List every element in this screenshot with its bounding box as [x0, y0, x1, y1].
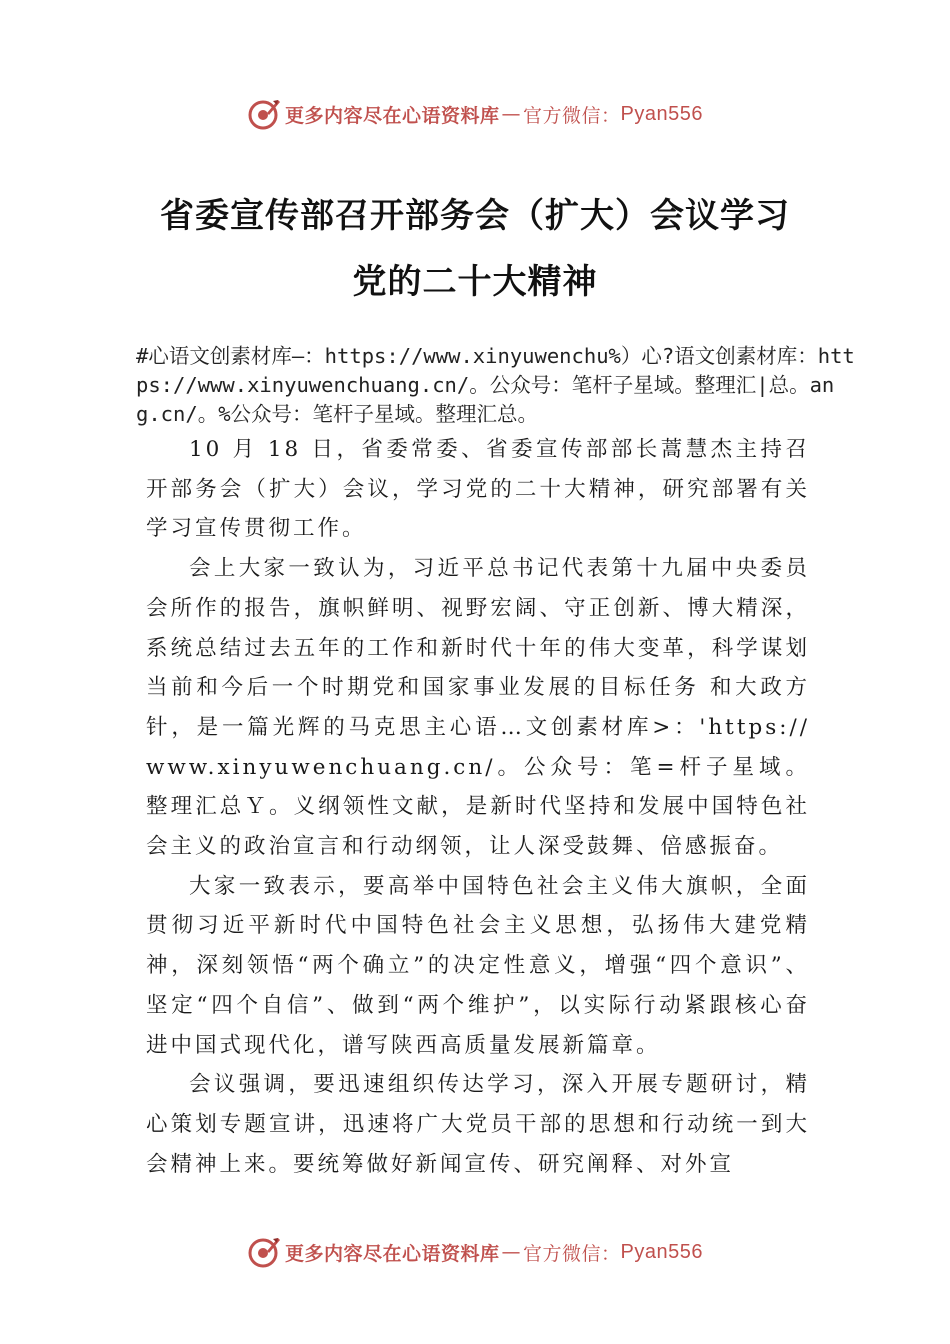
document-title-line-1: 省委宣传部召开部务会（扩大）会议学习 — [160, 196, 790, 236]
footer-banner-main: 更多内容尽在心语资料库 — [285, 1242, 500, 1265]
header-banner-text — [285, 101, 703, 128]
document-title-line-2: 党的二十大精神 — [352, 262, 598, 302]
header-banner-separator: — — [501, 103, 522, 125]
document-body — [146, 430, 810, 1184]
body-paragraph-3: 大家一致表示，要高举中国特色社会主义伟大旗帜，全面贯彻习近平新时代中国特色社会主义思想，弘扬伟大建党精神，深刻领悟“两个确立”的决定性意义，增强“四个意识”、坚定“四个自信”、做到“两个维护”，以实际行动紧跟核心奋进中国式现代化，谱写陕西高质量发展新篇章。 — [146, 873, 810, 1058]
header-banner-main: 更多内容尽在心语资料库 — [285, 104, 500, 127]
body-paragraph-4: 会议强调，要迅速组织传达学习，深入开展专题研讨，精心策划专题宣讲，迅速将广大党员干部的思想和行动统一到大会精神上来。要统筹做好新闻宣传、研究阐释、对外宣 — [146, 1072, 810, 1177]
watermark-text: #心语文创素材库—：https://www.xinyuwenchu%）心?语文创素材库：https://www.xinyuwenchuang.cn/。公众号：笔杆子星域。整理汇|总。ang.cn/。%公众号：笔杆子星域。整理汇总。 — [136, 344, 855, 426]
footer-banner-text — [285, 1239, 703, 1266]
quill-logo-icon — [247, 1235, 281, 1269]
body-paragraph-1: 10 月 18 日，省委常委、省委宣传部部长蒿慧杰主持召开部务会（扩大）会议，学习党的二十大精神，研究部署有关学习宣传贯彻工作。 — [146, 437, 810, 542]
footer-banner — [0, 1232, 950, 1272]
header-banner — [0, 94, 950, 134]
header-wechat-id: Pyan556 — [620, 102, 703, 125]
header-wechat-label: 官方微信： — [523, 104, 621, 127]
footer-wechat-label: 官方微信： — [523, 1242, 621, 1265]
footer-banner-separator: — — [501, 1241, 522, 1263]
footer-wechat-id: Pyan556 — [620, 1240, 703, 1263]
quill-logo-icon — [247, 97, 281, 131]
body-paragraph-2: 会上大家一致认为，习近平总书记代表第十九届中央委员会所作的报告，旗帜鲜明、视野宏阔、守正创新、博大精深，系统总结过去五年的工作和新时代十年的伟大变革，科学谋划当前和今后一个时期党和国家事业发展的目标任务 和大政方针，是一篇光辉的马克思主心语…文创素材库>：'https://www.xinyuwenchuang.cn/。公众号：笔=杆子星域。整理汇总Ｙ。义纲领性文献，是新时代坚持和发展中国特色社会主义的政治宣言和行动纲领，让人深受鼓舞、倍感振奋。 — [146, 556, 810, 860]
